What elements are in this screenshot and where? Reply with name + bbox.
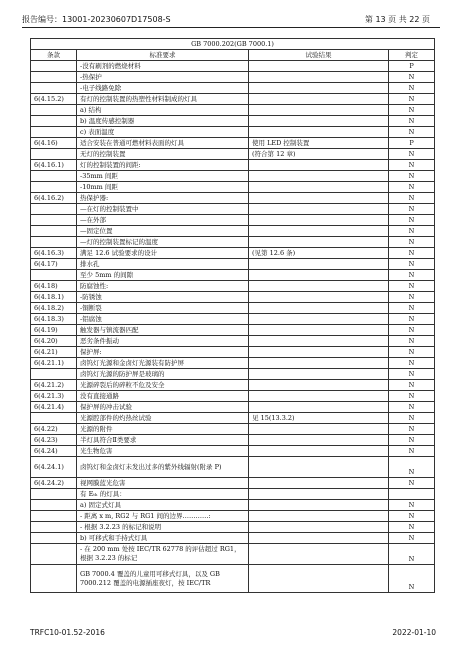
cell-verdict: N xyxy=(389,127,435,138)
cell-clause: 6(4.20) xyxy=(31,336,77,347)
table-row xyxy=(31,336,435,347)
cell-verdict: N xyxy=(389,204,435,215)
table-row xyxy=(31,226,435,237)
cell-verdict: N xyxy=(389,292,435,303)
cell-clause xyxy=(31,226,77,237)
cell-result xyxy=(249,116,389,127)
cell-verdict: N xyxy=(389,72,435,83)
cell-result xyxy=(249,544,389,565)
column-header-requirement: 标准要求 xyxy=(77,50,249,61)
cell-clause: 6(4.21) xyxy=(31,347,77,358)
cell-requirement: 保护屏的冲击试验 xyxy=(77,402,249,413)
cell-requirement: 无灯的控制装置 xyxy=(77,149,249,160)
table-title: GB 7000.202(GB 7000.1) xyxy=(31,39,435,50)
table-row xyxy=(31,402,435,413)
cell-requirement: -防锈蚀 xyxy=(77,292,249,303)
cell-result xyxy=(249,270,389,281)
cell-requirement: 有 Eₜₕ 的灯具： xyxy=(77,489,249,500)
table-row xyxy=(31,204,435,215)
table-row xyxy=(31,544,435,565)
cell-requirement: b) 可移式和手持式灯具 xyxy=(77,533,249,544)
cell-requirement: a) 结构 xyxy=(77,105,249,116)
cell-result xyxy=(249,424,389,435)
cell-verdict: N xyxy=(389,522,435,533)
cell-result xyxy=(249,435,389,446)
cell-result: (符合第 12 章) xyxy=(249,149,389,160)
cell-requirement: -铜断裂 xyxy=(77,303,249,314)
cell-requirement: -铝腐蚀 xyxy=(77,314,249,325)
table-row xyxy=(31,160,435,171)
cell-requirement: 卤钨灯和金卤灯未发出过多的紫外线辐射(附录 P) xyxy=(77,457,249,478)
cell-verdict: P xyxy=(389,61,435,72)
table-row xyxy=(31,193,435,204)
cell-requirement: 光源碎裂后的碎粒不危及安全 xyxy=(77,380,249,391)
cell-clause: 6(4.23) xyxy=(31,435,77,446)
cell-verdict: N xyxy=(389,533,435,544)
table-row xyxy=(31,435,435,446)
cell-verdict: N xyxy=(389,171,435,182)
table-row xyxy=(31,446,435,457)
cell-requirement: 至少 5mm 的间隙 xyxy=(77,270,249,281)
table-row xyxy=(31,116,435,127)
cell-clause: 6(4.18.2) xyxy=(31,303,77,314)
cell-verdict: N xyxy=(389,193,435,204)
table-header-row xyxy=(31,50,435,61)
cell-clause xyxy=(31,565,77,593)
cell-clause xyxy=(31,127,77,138)
table-row xyxy=(31,358,435,369)
cell-requirement: 防腐蚀性: xyxy=(77,281,249,292)
table-row xyxy=(31,325,435,336)
table-row xyxy=(31,369,435,380)
table-row xyxy=(31,533,435,544)
cell-clause xyxy=(31,149,77,160)
cell-result xyxy=(249,105,389,116)
table-row xyxy=(31,457,435,478)
cell-clause xyxy=(31,511,77,522)
cell-requirement: 适合安装在普通可燃材料表面的灯具 xyxy=(77,138,249,149)
cell-result xyxy=(249,522,389,533)
column-header-result: 试验结果 xyxy=(249,50,389,61)
cell-requirement: 卤钨灯光源和金卤灯光源装有防护屏 xyxy=(77,358,249,369)
cell-result xyxy=(249,204,389,215)
cell-verdict: N xyxy=(389,259,435,270)
cell-requirement: 光源腔部件的灼热丝试验 xyxy=(77,413,249,424)
cell-clause: 6(4.16.1) xyxy=(31,160,77,171)
cell-requirement: -35mm 间距 xyxy=(77,171,249,182)
cell-result: (见第 12.6 条) xyxy=(249,248,389,259)
cell-requirement: 半灯具符合Ⅱ类要求 xyxy=(77,435,249,446)
table-row xyxy=(31,105,435,116)
table-row xyxy=(31,61,435,72)
cell-result xyxy=(249,325,389,336)
table-title-row xyxy=(31,39,435,50)
table-row xyxy=(31,522,435,533)
table-row xyxy=(31,565,435,593)
cell-verdict xyxy=(389,489,435,500)
cell-requirement: 有灯的控制装置的热塑性材料制成的灯具 xyxy=(77,94,249,105)
cell-clause xyxy=(31,544,77,565)
cell-result xyxy=(249,171,389,182)
cell-verdict: N xyxy=(389,435,435,446)
table-row xyxy=(31,292,435,303)
cell-result xyxy=(249,193,389,204)
table-row xyxy=(31,182,435,193)
report-number: 报告编号：13001-20230607D17508-S xyxy=(22,15,171,24)
column-header-clause: 条款 xyxy=(31,50,77,61)
cell-requirement: 没有直接通路 xyxy=(77,391,249,402)
column-header-verdict: 判定 xyxy=(389,50,435,61)
cell-clause xyxy=(31,489,77,500)
cell-result xyxy=(249,380,389,391)
cell-result xyxy=(249,565,389,593)
table-row xyxy=(31,215,435,226)
cell-requirement: a) 固定式灯具 xyxy=(77,500,249,511)
cell-verdict: N xyxy=(389,402,435,413)
table-row xyxy=(31,424,435,435)
cell-verdict: N xyxy=(389,380,435,391)
table-row xyxy=(31,314,435,325)
cell-clause xyxy=(31,215,77,226)
cell-verdict: N xyxy=(389,105,435,116)
cell-verdict: N xyxy=(389,149,435,160)
cell-result xyxy=(249,511,389,522)
page-indicator: 第 13 页 共 22 页 xyxy=(364,15,430,24)
cell-verdict: N xyxy=(389,314,435,325)
cell-result xyxy=(249,446,389,457)
cell-requirement: 视网膜蓝光危害 xyxy=(77,478,249,489)
table-row xyxy=(31,489,435,500)
cell-verdict: N xyxy=(389,303,435,314)
cell-clause xyxy=(31,83,77,94)
cell-requirement: b) 温度传感控制器 xyxy=(77,116,249,127)
cell-verdict: N xyxy=(389,347,435,358)
table-row xyxy=(31,511,435,522)
table-row xyxy=(31,237,435,248)
cell-verdict: N xyxy=(389,424,435,435)
table-row xyxy=(31,380,435,391)
cell-clause xyxy=(31,72,77,83)
cell-result xyxy=(249,292,389,303)
cell-result xyxy=(249,391,389,402)
cell-verdict: N xyxy=(389,413,435,424)
cell-result xyxy=(249,369,389,380)
table-row xyxy=(31,171,435,182)
cell-clause: 6(4.18.1) xyxy=(31,292,77,303)
cell-clause: 6(4.21.4) xyxy=(31,402,77,413)
cell-requirement: —在灯的控制装置中 xyxy=(77,204,249,215)
table-row xyxy=(31,149,435,160)
table-row xyxy=(31,500,435,511)
table-row xyxy=(31,347,435,358)
cell-clause: 6(4.21.2) xyxy=(31,380,77,391)
cell-requirement: c) 表面温度 xyxy=(77,127,249,138)
cell-result xyxy=(249,215,389,226)
cell-clause: 6(4.22) xyxy=(31,424,77,435)
cell-clause xyxy=(31,522,77,533)
cell-result: 使用 LED 控制装置 xyxy=(249,138,389,149)
cell-clause: 6(4.21.1) xyxy=(31,358,77,369)
table-row xyxy=(31,270,435,281)
cell-clause: 6(4.17) xyxy=(31,259,77,270)
cell-result xyxy=(249,61,389,72)
cell-clause xyxy=(31,61,77,72)
cell-verdict: N xyxy=(389,281,435,292)
cell-requirement: —固定位置 xyxy=(77,226,249,237)
cell-verdict: N xyxy=(389,457,435,478)
table-row xyxy=(31,127,435,138)
cell-result xyxy=(249,83,389,94)
table-row xyxy=(31,391,435,402)
cell-verdict: N xyxy=(389,391,435,402)
cell-clause: 6(4.21.3) xyxy=(31,391,77,402)
table-row xyxy=(31,83,435,94)
cell-result xyxy=(249,303,389,314)
cell-requirement: 满足 12.6 试验要求的设计 xyxy=(77,248,249,259)
cell-clause: 6(4.16) xyxy=(31,138,77,149)
cell-requirement: - 根据 3.2.23 的标记和说明 xyxy=(77,522,249,533)
cell-clause xyxy=(31,171,77,182)
cell-result xyxy=(249,259,389,270)
table-row xyxy=(31,413,435,424)
cell-clause xyxy=(31,270,77,281)
table-row xyxy=(31,94,435,105)
table-row xyxy=(31,281,435,292)
cell-requirement: 灯的控制装置的间距: xyxy=(77,160,249,171)
cell-result xyxy=(249,182,389,193)
cell-verdict: N xyxy=(389,358,435,369)
cell-verdict: N xyxy=(389,248,435,259)
cell-verdict: N xyxy=(389,160,435,171)
table-row xyxy=(31,72,435,83)
cell-verdict: N xyxy=(389,325,435,336)
cell-requirement: 热保护器: xyxy=(77,193,249,204)
cell-requirement: -热保护 xyxy=(77,72,249,83)
cell-clause xyxy=(31,413,77,424)
cell-clause xyxy=(31,237,77,248)
cell-result xyxy=(249,281,389,292)
cell-result xyxy=(249,226,389,237)
cell-verdict: N xyxy=(389,446,435,457)
cell-verdict: N xyxy=(389,83,435,94)
cell-result xyxy=(249,336,389,347)
cell-verdict: N xyxy=(389,565,435,593)
cell-requirement: -电子线路免除 xyxy=(77,83,249,94)
cell-requirement: 光源的附件 xyxy=(77,424,249,435)
cell-verdict: N xyxy=(389,336,435,347)
cell-verdict: N xyxy=(389,270,435,281)
cell-clause xyxy=(31,204,77,215)
cell-requirement: GB 7000.4 覆盖的儿童用可移式灯具，以及 GB 7000.212 覆盖的电源插座夜灯，按 IEC/TR xyxy=(77,565,249,593)
cell-verdict: N xyxy=(389,544,435,565)
cell-requirement: —灯的控制装置标记的温度 xyxy=(77,237,249,248)
cell-result xyxy=(249,457,389,478)
cell-clause xyxy=(31,369,77,380)
cell-clause xyxy=(31,500,77,511)
cell-clause: 6(4.18) xyxy=(31,281,77,292)
cell-result xyxy=(249,94,389,105)
cell-result xyxy=(249,160,389,171)
cell-verdict: N xyxy=(389,511,435,522)
cell-verdict: P xyxy=(389,138,435,149)
cell-verdict: N xyxy=(389,478,435,489)
table-row xyxy=(31,248,435,259)
cell-result xyxy=(249,358,389,369)
table-row xyxy=(31,303,435,314)
cell-result: 见 15(13.3.2) xyxy=(249,413,389,424)
cell-result xyxy=(249,533,389,544)
cell-verdict: N xyxy=(389,237,435,248)
cell-verdict: N xyxy=(389,94,435,105)
cell-result xyxy=(249,237,389,248)
cell-clause: 6(4.16.3) xyxy=(31,248,77,259)
cell-result xyxy=(249,489,389,500)
cell-requirement: —在外部 xyxy=(77,215,249,226)
cell-clause xyxy=(31,105,77,116)
cell-clause xyxy=(31,116,77,127)
cell-requirement: -没有刷剂的燃烧材料 xyxy=(77,61,249,72)
cell-result xyxy=(249,72,389,83)
cell-requirement: - 距离 x m, RG2 与 RG1 间的边界…………: xyxy=(77,511,249,522)
cell-clause xyxy=(31,182,77,193)
table-row xyxy=(31,138,435,149)
cell-clause xyxy=(31,533,77,544)
cell-result xyxy=(249,500,389,511)
cell-requirement: 恶劣条件振动 xyxy=(77,336,249,347)
cell-verdict: N xyxy=(389,116,435,127)
cell-clause: 6(4.19) xyxy=(31,325,77,336)
cell-verdict: N xyxy=(389,215,435,226)
cell-clause: 6(4.15.2) xyxy=(31,94,77,105)
cell-requirement: -10mm 间距 xyxy=(77,182,249,193)
issue-date: 2022-01-10 xyxy=(392,628,436,637)
cell-requirement: 光生物危害 xyxy=(77,446,249,457)
table-row xyxy=(31,478,435,489)
cell-requirement: 卤钨灯光源的防护屏是玻璃的 xyxy=(77,369,249,380)
cell-verdict: N xyxy=(389,500,435,511)
cell-clause: 6(4.24.2) xyxy=(31,478,77,489)
cell-clause: 6(4.24.1) xyxy=(31,457,77,478)
cell-verdict: N xyxy=(389,182,435,193)
cell-clause: 6(4.18.3) xyxy=(31,314,77,325)
cell-result xyxy=(249,347,389,358)
cell-result xyxy=(249,127,389,138)
cell-result xyxy=(249,314,389,325)
cell-clause: 6(4.24) xyxy=(31,446,77,457)
table-row xyxy=(31,259,435,270)
cell-requirement: - 在 200 mm 处按 IEC/TR 62778 的评估超过 RG1，根据 3.2.23 的标记 xyxy=(77,544,249,565)
cell-requirement: 触发器与镇流器匹配 xyxy=(77,325,249,336)
cell-requirement: 保护屏: xyxy=(77,347,249,358)
cell-requirement: 排水孔 xyxy=(77,259,249,270)
cell-verdict: N xyxy=(389,226,435,237)
cell-result xyxy=(249,402,389,413)
cell-verdict: N xyxy=(389,369,435,380)
form-number: TRFC10-01.52-2016 xyxy=(30,628,105,637)
test-results-table xyxy=(30,38,435,593)
cell-result xyxy=(249,478,389,489)
header-rule xyxy=(22,27,440,28)
cell-clause: 6(4.16.2) xyxy=(31,193,77,204)
